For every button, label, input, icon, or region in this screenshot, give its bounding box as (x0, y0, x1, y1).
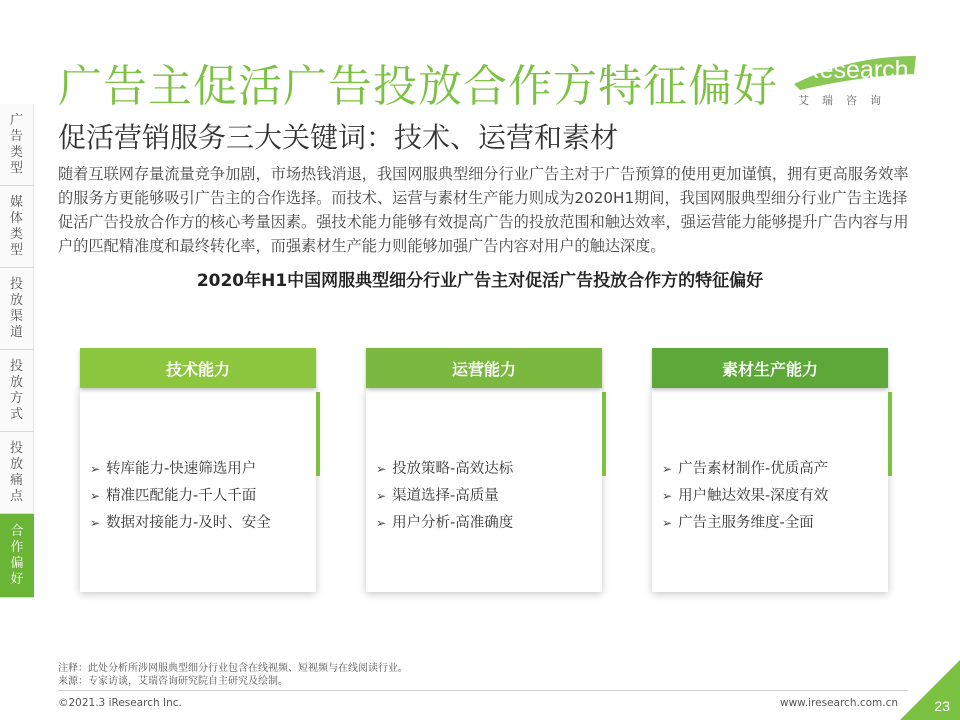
chart-title: 2020年H1中国网服典型细分行业广告主对促活广告投放合作方的特征偏好 (196, 271, 764, 291)
side-tab-media-type[interactable] (0, 186, 34, 268)
list-item: ➢ 广告素材制作-优质高产 (662, 456, 828, 483)
card-creative-production (652, 348, 888, 592)
card-header: 技术能力 (80, 348, 316, 388)
card-list (90, 456, 271, 537)
intro-paragraph: 随着互联网存量流量竞争加剧，市场热钱消退，我国网服典型细分行业广告主对于广告预算的使用更加谨慎，拥有更高服务效率的服务方更能够吸引广告主的合作选择。而技术、运营与素材生产能力则成为2020H1期间，我国网服典型细分行业广告主选择促活广告投放合作方的核心考量因素。强技术能力能够有效提高广告的投放范围和触达效率，强运营能力能够提升广告内容与用户的匹配精准度和最终转化率，而强素材生产能力则能够加强广告内容对用户的触达深度。 (58, 165, 909, 255)
card-list (662, 456, 828, 537)
card-header: 素材生产能力 (652, 348, 888, 388)
logo-subtitle: 艾瑞咨询 (798, 94, 894, 107)
copyright: ©2021.3 iResearch Inc. (58, 697, 182, 709)
list-item: ➢ 投放策略-高效达标 (376, 456, 513, 483)
page-corner-triangle (900, 660, 960, 720)
logo-i: i (796, 56, 802, 84)
side-tab-method[interactable] (0, 350, 34, 432)
iresearch-logo (790, 52, 920, 112)
side-nav (0, 104, 34, 598)
side-tab-label: 投放方式 (9, 358, 23, 422)
side-tab-label: 广告类型 (9, 112, 23, 176)
list-item: ➢ 数据对接能力-及时、安全 (90, 510, 271, 537)
side-tab-label: 投放渠道 (9, 276, 23, 340)
list-item: ➢ 用户触达效果-深度有效 (662, 483, 828, 510)
footnote-source: 来源：专家访谈，艾瑞咨询研究院自主研究及绘制。 (58, 676, 288, 687)
side-tab-ad-type[interactable] (0, 104, 34, 186)
card-accent (602, 392, 606, 476)
card-list (376, 456, 513, 537)
list-item: ➢ 渠道选择-高质量 (376, 483, 513, 510)
card-accent (888, 392, 892, 476)
footnote-note: 注释：此处分析所涉网服典型细分行业包含在线视频、短视频与在线阅读行业。 (58, 663, 408, 674)
card-header: 运营能力 (366, 348, 602, 388)
list-item: ➢ 广告主服务维度-全面 (662, 510, 828, 537)
card-operations (366, 348, 602, 592)
side-tab-partner-preference[interactable] (0, 514, 34, 598)
page-title: 广告主促活广告投放合作方特征偏好 (58, 61, 778, 112)
side-tab-label: 投放痛点 (9, 440, 23, 504)
website-link[interactable]: www.iresearch.com.cn (780, 697, 899, 709)
card-technology (80, 348, 316, 592)
card-accent (316, 392, 320, 476)
page-number: 23 (934, 698, 950, 714)
side-tab-label: 合作偏好 (10, 523, 24, 587)
side-tab-pain-points[interactable] (0, 432, 34, 514)
logo-research: Research (801, 56, 909, 84)
list-item: ➢ 用户分析-高准确度 (376, 510, 513, 537)
list-item: ➢ 精准匹配能力-千人千面 (90, 483, 271, 510)
side-tab-label: 媒体类型 (9, 194, 23, 258)
logo-wordmark (796, 56, 909, 85)
list-item: ➢ 转库能力-快速筛选用户 (90, 456, 271, 483)
footer-divider (58, 690, 908, 691)
page-subtitle: 促活营销服务三大关键词：技术、运营和素材 (58, 121, 619, 154)
footnote (58, 662, 408, 688)
